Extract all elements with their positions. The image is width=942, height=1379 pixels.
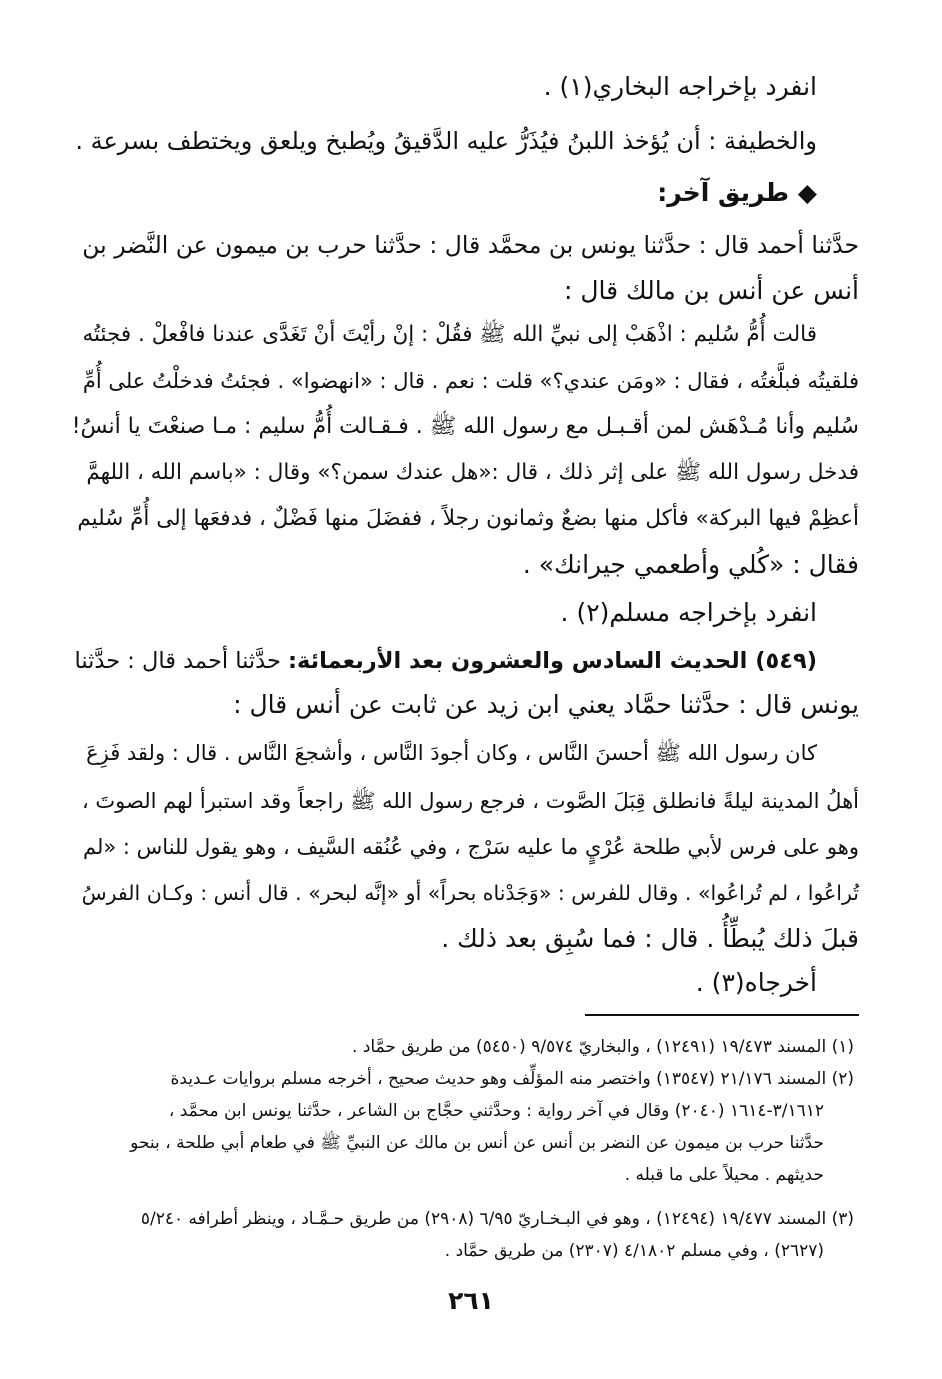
text-line-12: انفرد بإخراجه مسلم(٢) . xyxy=(560,598,817,627)
page-number: ٢٦١ xyxy=(448,1286,494,1315)
footnote-1: (١) المسند ١٩/٤٧٣ (١٢٤٩١) ، والبخاريّ ٩/٥٧٤ (٥٤٥٠) من طريق حمَّاد . xyxy=(352,1037,854,1057)
text-line-1: انفرد بإخراجه البخاري(١) . xyxy=(543,72,817,101)
text-line-11: فقال : «كُلي وأطعمي جيرانك» . xyxy=(522,550,859,579)
text-line-17: وهو على فرس لأبي طلحة عُرْيٍ ما عليه سَرْج ، وفي عُنُقه السَّيف ، وهو يقول للناس : «لم xyxy=(83,835,859,859)
text-line-4: حدَّثنا أحمد قال : حدَّثنا يونس بن محمَّد قال : حدَّثنا حرب بن ميمون عن النَّضر بن xyxy=(82,231,859,259)
text-line-7: فلقيتُه فبلَّغتُه ، فقال : «ومَن عندي؟» قلت : نعم . قال : «انهضوا» . فجئتُ فدخلْتُ على أُمِّ xyxy=(82,369,859,393)
text-line-9: فدخل رسول الله ﷺ على إثر ذلك ، قال :«هل عندك سمن؟» وقال : «باسم الله ، اللهمَّ xyxy=(86,460,859,485)
footnote-2-line-2: ٣/١٦١٢-١٦١٤ (٢٠٤٠) وقال في آخر رواية : وحدَّثني حجَّاج بن الشاعر ، حدَّثنا يونس ابن محمَّد ، xyxy=(168,1101,824,1121)
text-line-20: أخرجاه(٣) . xyxy=(695,968,817,997)
text-line-10: أعظِمْ فيها البركة» فأكل منها بضعٌ وثمانون رجلاً ، ففضَلَ منها فَضْلٌ ، فدفعَها إلى أُمِّ سُليم xyxy=(77,506,859,531)
hadith-chain-start: حدَّثنا أحمد قال : حدَّثنا xyxy=(74,648,289,674)
text-line-8: سُليم وأنا مُـدْهَش لمن أقـبـل مع رسول الله ﷺ . فـقـالت أُمُّ سليم : مـا صنعْتَ يا أنسُ! xyxy=(71,414,859,439)
section-heading-another-route: ◆ طريق آخر: xyxy=(657,178,817,207)
text-line-14: يونس قال : حدَّثنا حمَّاد يعني ابن زيد عن ثابت عن أنس قال : xyxy=(233,690,859,719)
text-line-19: قبلَ ذلك يُبطِّأُ . قال : فما سُبِق بعد ذلك . xyxy=(441,924,859,953)
footnote-3-line-2: (٢٦٢٧) ، وفي مسلم ٤/١٨٠٢ (٢٣٠٧) من طريق حمَّاد . xyxy=(444,1241,824,1261)
footnote-2-line-1: (٢) المسند ٢١/١٧٦ (١٣٥٤٧) واختصر منه المؤلِّف وهو حديث صحيح ، أخرجه مسلم بروايات عـديدة xyxy=(170,1069,854,1089)
text-line-5: أنس عن أنس بن مالك قال : xyxy=(563,276,859,305)
footnote-2-line-4: حديثهم . محيلاً على ما قبله . xyxy=(624,1165,824,1185)
text-line-18: تُراعُوا ، لم تُراعُوا» . وقال للفرس : «وَجَدْناه بحراً» أو «إنَّه لبحر» . قال أنس : وكـان الفرسُ xyxy=(81,881,859,905)
text-line-6: قالت أُمُّ سُليم : اذْهَبْ إلى نبيِّ الله ﷺ فقُلْ : إنْ رأيْتَ أنْ تَغَدَّى عندنا فافْعلْ . فجئتُه xyxy=(82,322,817,347)
footnote-3-line-1: (٣) المسند ١٩/٤٧٧ (١٢٤٩٤) ، وهو في البـخـاريّ ٦/٩٥ (٢٩٠٨) من طريق حـمَّـاد ، وينظر أطرافه ٥/٢٤٠ xyxy=(140,1209,854,1229)
hadith-549-header xyxy=(75,644,818,678)
text-line-2: والخطيفة : أن يُؤخذ اللبنُ فيُذَرُّ عليه الدَّقيقُ ويُطبخ ويلعق ويختطف بسرعة . xyxy=(75,127,817,155)
hadith-number-title: (٥٤٩) الحديث السادس والعشرون بعد الأربعمائة: xyxy=(288,648,817,674)
footnote-separator xyxy=(585,1014,859,1016)
text-line-15: كان رسول الله ﷺ أحسنَ النَّاس ، وكان أجودَ النَّاس ، وأشجعَ النَّاس . قال : ولقد فَزِعَ xyxy=(86,741,817,765)
text-line-16: أهلُ المدينة ليلةً فانطلق قِبَلَ الصَّوت ، فرجع رسول الله ﷺ راجعاً وقد استبرأ لهم الصوتَ ، xyxy=(81,789,859,813)
footnote-2-line-3: حدَّثنا حرب بن ميمون عن النضر بن أنس عن أنس بن مالك عن النبيِّ ﷺ في طعام أبي طلحة ، بنحو xyxy=(130,1133,824,1153)
